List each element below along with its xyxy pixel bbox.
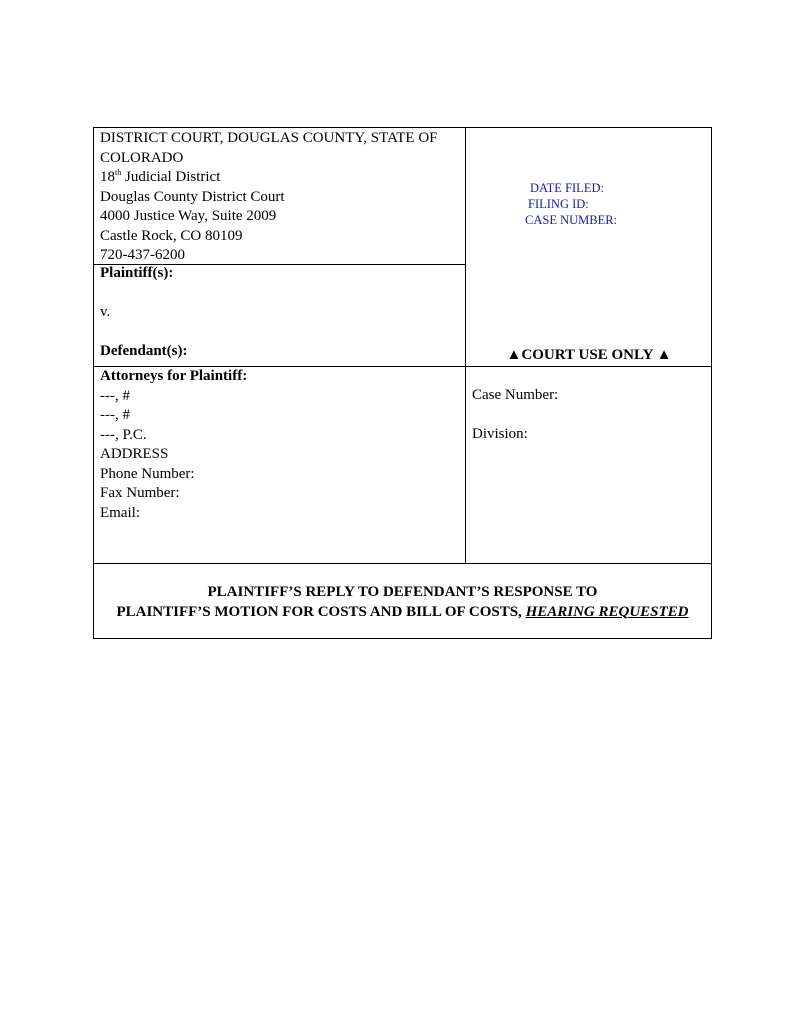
attorney-line: ---, # <box>100 407 130 423</box>
column-divider <box>465 128 466 563</box>
hearing-requested: HEARING REQUESTED <box>525 603 689 620</box>
date-filed-label: DATE FILED: <box>530 181 604 195</box>
case-number-label: Case Number: <box>472 387 559 403</box>
court-name: Douglas County District Court <box>100 188 285 205</box>
case-caption-table <box>93 127 712 639</box>
district-text: Judicial District <box>121 169 221 185</box>
document-title <box>94 583 711 622</box>
attorney-block <box>100 367 460 523</box>
court-use-only-label: ▲COURT USE ONLY ▲ <box>506 347 672 363</box>
versus-label: v. <box>100 304 111 320</box>
district-ordinal: th <box>115 168 122 177</box>
case-number-stamp-label: CASE NUMBER: <box>525 213 618 227</box>
title-line-2 <box>94 603 711 623</box>
filing-id-label: FILING ID: <box>528 197 589 211</box>
attorneys-heading: Attorneys for Plaintiff: <box>100 368 248 384</box>
attorney-email: Email: <box>100 504 140 521</box>
attorney-address: ADDRESS <box>100 446 169 462</box>
division-label: Division: <box>472 426 528 442</box>
title-line-2-main: PLAINTIFF’S MOTION FOR COSTS AND BILL OF COSTS, <box>116 603 526 620</box>
attorney-firm: ---, P.C. <box>100 426 147 443</box>
title-divider <box>94 563 711 564</box>
attorney-phone: Phone Number: <box>100 465 195 482</box>
court-info-block <box>100 129 460 266</box>
attorney-fax: Fax Number: <box>100 485 180 501</box>
judicial-district <box>100 168 460 188</box>
court-line-2: COLORADO <box>100 149 184 166</box>
title-line-1: PLAINTIFF’S REPLY TO DEFENDANT’S RESPONSE TO <box>207 584 598 600</box>
plaintiff-label: Plaintiff(s): <box>100 265 174 281</box>
court-street: 4000 Justice Way, Suite 2009 <box>100 208 277 224</box>
court-phone: 720-437-6200 <box>100 247 185 263</box>
court-line-1: DISTRICT COURT, DOUGLAS COUNTY, STATE OF <box>100 130 438 146</box>
district-number: 18 <box>100 169 115 185</box>
court-city: Castle Rock, CO 80109 <box>100 227 243 244</box>
defendant-label: Defendant(s): <box>100 343 188 359</box>
attorney-line: ---, # <box>100 387 130 404</box>
